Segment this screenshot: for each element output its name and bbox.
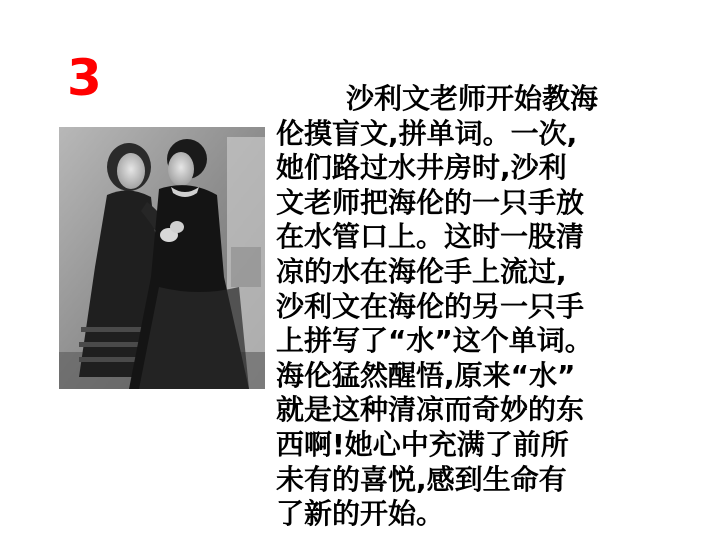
historical-photo <box>59 127 265 389</box>
photo-illustration <box>59 127 265 389</box>
text-line: 了新的开始。 <box>276 497 445 531</box>
text-line: 上拼写了“水”这个单词。 <box>276 324 593 358</box>
text-line: 沙利文在海伦的另一只手 <box>276 289 585 323</box>
text-line: 西啊!她心中充满了前所 <box>276 427 569 461</box>
text-line: 未有的喜悦,感到生命有 <box>276 462 567 496</box>
text-line: 伦摸盲文,拼单词。一次, <box>276 116 578 150</box>
text-line: 就是这种清凉而奇妙的东 <box>276 393 585 427</box>
story-text <box>276 82 666 532</box>
text-line: 她们路过水井房时,沙利 <box>276 151 567 185</box>
slide-number: 3 <box>67 49 102 107</box>
text-line: 文老师把海伦的一只手放 <box>276 185 585 219</box>
text-line: 海伦猛然醒悟,原来“水” <box>276 358 576 392</box>
text-line: 在水管口上。这时一股清 <box>276 220 585 254</box>
text-line: 凉的水在海伦手上流过, <box>276 254 567 288</box>
text-line: 沙利文老师开始教海 <box>346 82 599 115</box>
